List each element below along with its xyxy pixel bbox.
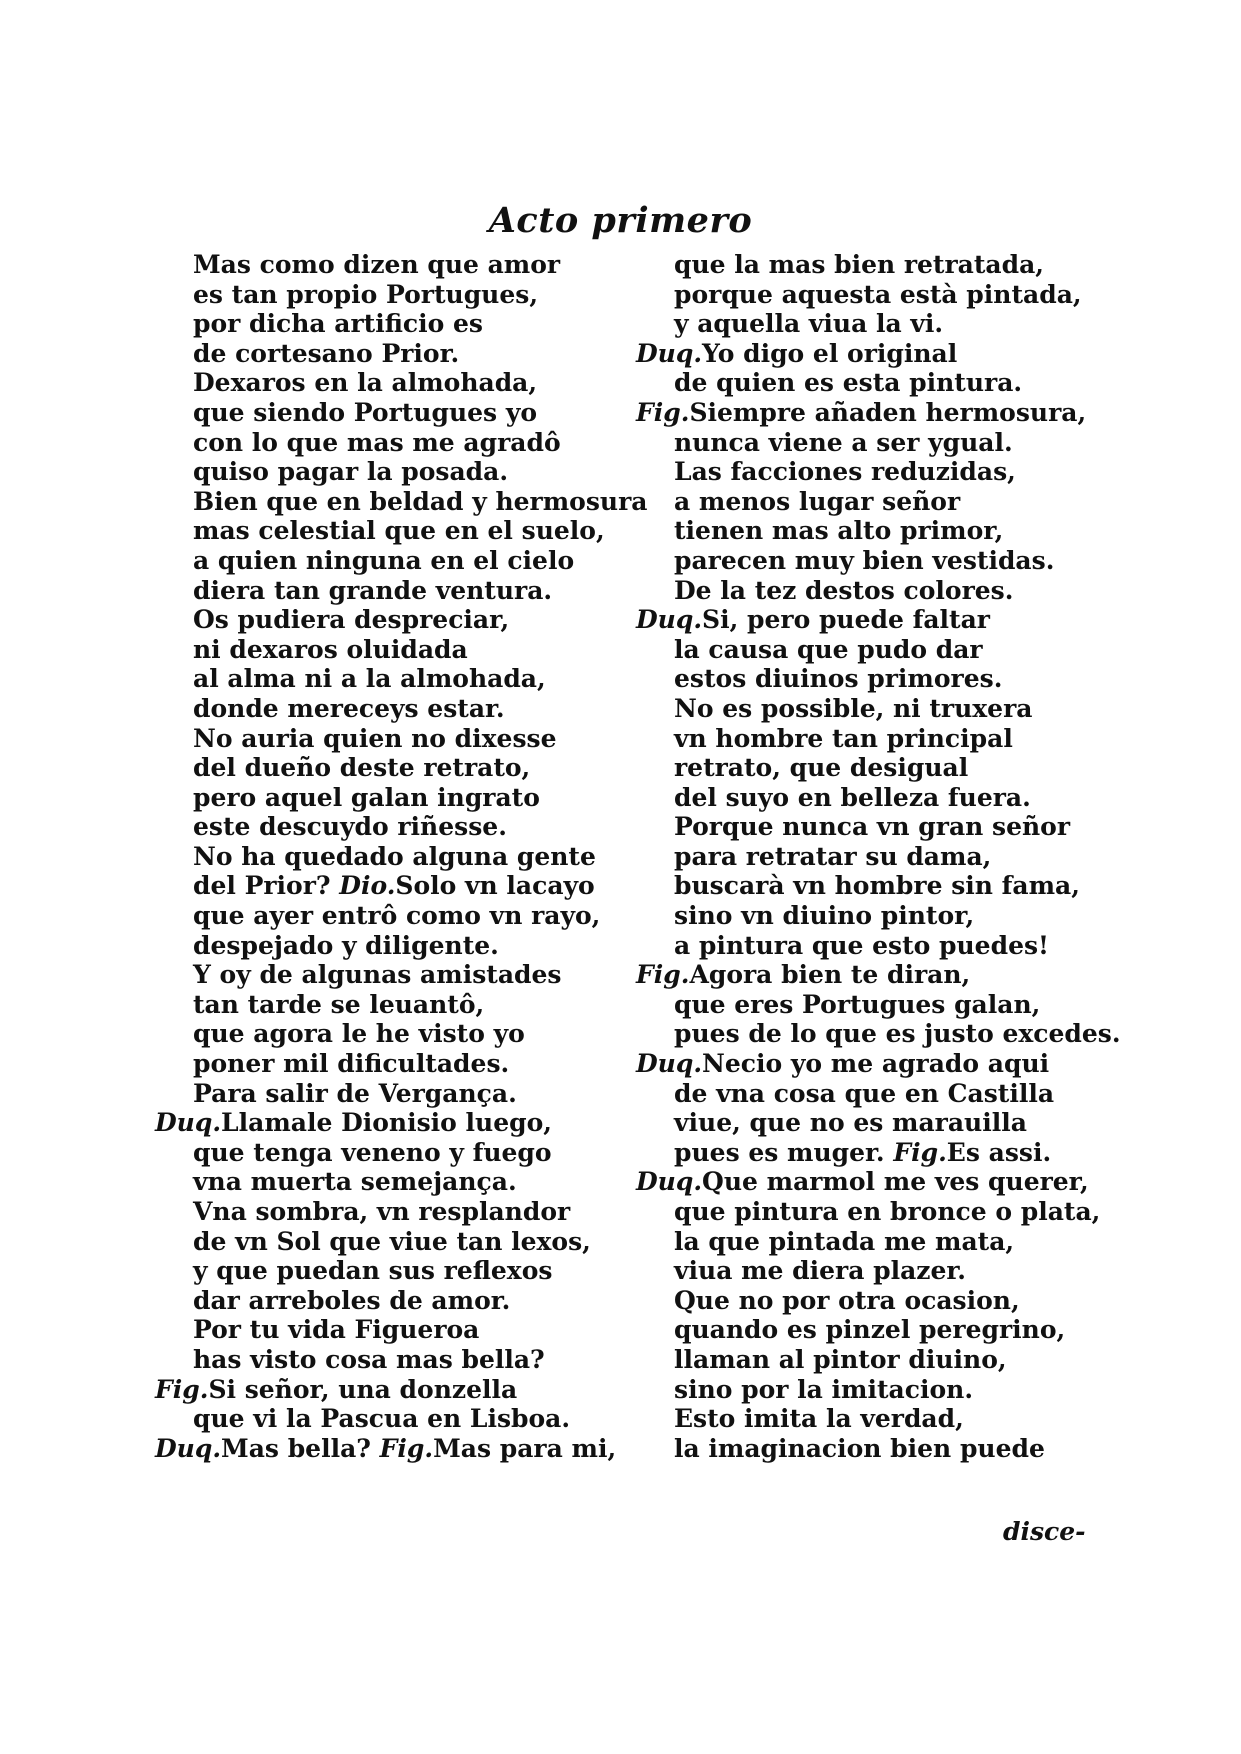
verse-text: Esto imita la verdad, [674, 1404, 964, 1434]
speaker-label: Fig. [155, 1374, 209, 1404]
verse-text: Mas bella? [221, 1433, 371, 1463]
verse-text: retrato, que desigual [674, 753, 969, 783]
verse-text: tan tarde se leuantô, [193, 989, 485, 1019]
speaker-label: Duq. [636, 1049, 703, 1079]
verse-line [155, 1286, 615, 1316]
verse-line [636, 309, 1076, 339]
verse-line [636, 753, 1076, 783]
verse-text: que tenga veneno y fuego [193, 1137, 552, 1167]
verse-text: Necio yo me agrado aqui [702, 1049, 1050, 1079]
verse-text: No auria quien no dixesse [193, 723, 557, 753]
verse-line [636, 457, 1076, 487]
catchword: disce- [1003, 1517, 1086, 1546]
verse-text: viua me diera plazer. [674, 1256, 966, 1286]
verse-text: diera tan grande ventura. [193, 575, 553, 605]
verse-text: que eres Portugues galan, [674, 989, 1041, 1019]
verse-text: tienen mas alto primor, [674, 516, 1004, 546]
verse-text: No es possible, ni truxera [674, 693, 1033, 723]
verse-line [155, 486, 648, 517]
verse-text: Que no por otra ocasion, [674, 1285, 1020, 1315]
verse-line [636, 1256, 1076, 1286]
verse-text: De la tez destos colores. [674, 575, 1014, 605]
verse-text: Por tu vida Figueroa [193, 1315, 480, 1345]
verse-text: Mas para mi, [433, 1433, 617, 1463]
verse-line [155, 1375, 615, 1405]
verse-text: mas celestial que en el suelo, [193, 516, 605, 546]
verse-text: Llamale Dionisio luego, [221, 1108, 552, 1138]
verse-text: a pintura que esto puedes! [674, 930, 1050, 960]
verse-text: Dexaros en la almohada, [193, 368, 538, 398]
verse-text: Es assi. [946, 1137, 1052, 1167]
verse-line [155, 1138, 615, 1168]
verse-text: que agora le he visto yo [193, 1019, 525, 1049]
verse-line [155, 635, 615, 665]
verse-line [155, 339, 615, 369]
verse-line [636, 901, 1076, 931]
verse-line [636, 279, 1082, 310]
verse-text: Y oy de algunas amistades [193, 960, 562, 990]
speaker-label: Duq. [636, 1167, 703, 1197]
verse-line [155, 694, 615, 724]
verse-line [636, 871, 1080, 901]
verse-line [636, 1375, 1076, 1405]
verse-line [155, 1404, 615, 1434]
speaker-label: Duq. [155, 1108, 222, 1138]
verse-line [636, 516, 1076, 546]
verse-line [155, 1108, 615, 1138]
verse-text: porque aquesta està pintada, [674, 279, 1082, 309]
verse-line [636, 1108, 1076, 1138]
verse-text: por dicha artificio es [193, 309, 483, 339]
verse-text: donde mereceys estar. [193, 693, 505, 723]
verse-text: vna muerta semejança. [193, 1167, 517, 1197]
verse-text: y que puedan sus reflexos [193, 1256, 553, 1286]
verse-line [155, 1227, 615, 1257]
verse-line [636, 546, 1076, 576]
verse-text: Si señor, una donzella [208, 1374, 518, 1404]
verse-text: la causa que pudo dar [674, 634, 983, 664]
verse-text: sino vn diuino pintor, [674, 901, 975, 931]
verse-text: pues es muger. [674, 1137, 885, 1167]
verse-text: viue, que no es marauilla [674, 1108, 1027, 1138]
verse-line [155, 398, 615, 428]
verse-line [155, 516, 615, 546]
verse-text: que pintura en bronce o plata, [674, 1197, 1101, 1226]
verse-text: sino por la imitacion. [674, 1374, 974, 1404]
verse-text: Mas como dizen que amor [193, 250, 561, 279]
verse-text: ni dexaros oluidada [193, 634, 468, 664]
verse-text: Para salir de Vergança. [193, 1078, 517, 1108]
verse-line [636, 960, 1076, 990]
verse-text: llaman al pintor diuino, [674, 1344, 1007, 1374]
verse-line [155, 280, 615, 310]
verse-line [155, 871, 615, 901]
verse-text: parecen muy bien vestidas. [674, 545, 1055, 575]
verse-text: la imaginacion bien puede [674, 1433, 1045, 1463]
verse-text: al alma ni a la almohada, [193, 664, 546, 694]
speaker-label: Duq. [636, 605, 703, 635]
verse-text: Las facciones reduzidas, [674, 457, 1016, 487]
verse-text: buscarà vn hombre sin fama, [674, 871, 1080, 901]
verse-text: quiso pagar la posada. [193, 457, 509, 487]
verse-text: Siempre añaden hermosura, [689, 397, 1087, 427]
verse-line [636, 1315, 1076, 1345]
verse-text: quando es pinzel peregrino, [674, 1315, 1066, 1345]
speaker-label: Fig. [893, 1137, 947, 1167]
verse-line [155, 960, 615, 990]
verse-text: has visto cosa mas bella? [193, 1344, 545, 1374]
verse-line [636, 1079, 1076, 1109]
verse-line [636, 1049, 1076, 1079]
verse-text: de quien es esta pintura. [674, 368, 1023, 398]
verse-line [155, 605, 615, 635]
left-column [155, 250, 648, 1463]
verse-text: y aquella viua la vi. [674, 309, 944, 339]
speaker-label: Dio. [339, 871, 396, 901]
verse-line [155, 1019, 615, 1049]
verse-text: de vn Sol que viue tan lexos, [193, 1226, 591, 1256]
verse-line [636, 1197, 1101, 1227]
verse-line [636, 1345, 1076, 1375]
verse-line [636, 605, 1076, 635]
verse-line [636, 842, 1076, 872]
verse-line [155, 1345, 615, 1375]
verse-line [636, 931, 1076, 961]
verse-line [636, 1404, 1076, 1434]
speaker-label: Fig. [636, 397, 690, 427]
verse-text: despejado y diligente. [193, 930, 499, 960]
verse-line [636, 664, 1076, 694]
verse-line [636, 487, 1076, 517]
verse-line [636, 397, 1087, 428]
verse-text: de vna cosa que en Castilla [674, 1078, 1055, 1108]
verse-text: que siendo Portugues yo [193, 397, 538, 427]
verse-text: que ayer entrô como vn rayo, [193, 901, 601, 931]
verse-line [636, 576, 1076, 606]
verse-line [636, 812, 1076, 842]
verse-text: pero aquel galan ingrato [193, 782, 540, 812]
verse-text: la que pintada me mata, [674, 1226, 1015, 1256]
verse-line [155, 783, 615, 813]
verse-line [155, 990, 615, 1020]
verse-text: Os pudiera despreciar, [193, 605, 510, 635]
verse-line [155, 250, 615, 280]
verse-line [636, 368, 1076, 398]
verse-line [636, 1138, 1076, 1168]
verse-line [636, 990, 1076, 1020]
verse-text: Yo digo el original [702, 338, 958, 368]
verse-line [155, 309, 615, 339]
verse-line [155, 428, 615, 458]
running-head: Acto primero [488, 200, 753, 241]
verse-text: para retratar su dama, [674, 841, 992, 871]
verse-line [636, 339, 1076, 369]
verse-line [155, 1256, 615, 1286]
verse-line [636, 635, 1076, 665]
verse-text: de cortesano Prior. [193, 338, 460, 368]
verse-text: del Prior? [193, 871, 331, 901]
verse-text: Porque nunca vn gran señor [674, 812, 1071, 842]
verse-line [155, 931, 615, 961]
verse-line [155, 812, 615, 842]
verse-line [155, 842, 615, 872]
verse-text: estos diuinos primores. [674, 664, 1003, 694]
verse-text: a quien ninguna en el cielo [193, 545, 575, 575]
verse-line [636, 724, 1076, 754]
verse-line [155, 724, 615, 754]
verse-text: poner mil dificultades. [193, 1049, 510, 1079]
verse-text: Que marmol me ves querer, [702, 1167, 1089, 1197]
verse-text: Agora bien te diran, [689, 960, 971, 990]
verse-text: Vna sombra, vn resplandor [193, 1197, 571, 1226]
verse-line [155, 1434, 615, 1464]
speaker-label: Duq. [155, 1433, 222, 1463]
verse-line [155, 457, 615, 487]
verse-line [155, 664, 615, 694]
verse-line [155, 576, 615, 606]
verse-line [636, 694, 1076, 724]
verse-line [636, 1019, 1121, 1049]
verse-text: es tan propio Portugues, [193, 279, 539, 309]
verse-line [636, 783, 1076, 813]
speaker-label: Fig. [379, 1433, 434, 1463]
verse-text: Bien que en beldad y hermosura [193, 486, 648, 516]
verse-text: a menos lugar señor [674, 486, 961, 516]
verse-text: dar arreboles de amor. [193, 1285, 511, 1315]
verse-line [155, 901, 615, 931]
verse-text: Si, pero puede faltar [702, 605, 990, 635]
verse-line [155, 753, 615, 783]
verse-text: nunca viene a ser ygual. [674, 427, 1013, 457]
verse-line [636, 250, 1076, 280]
speaker-label: Duq. [636, 338, 703, 368]
verse-line [155, 1167, 615, 1197]
verse-line [155, 546, 615, 576]
verse-text: vn hombre tan principal [674, 723, 1013, 753]
verse-line [636, 1434, 1076, 1464]
speaker-label: Fig. [636, 960, 690, 990]
verse-line [155, 368, 615, 398]
verse-text: con lo que mas me agradô [193, 427, 561, 457]
verse-text: pues de lo que es justo excedes. [674, 1019, 1121, 1049]
verse-line [155, 1079, 615, 1109]
verse-line [155, 1049, 615, 1079]
verse-text: del suyo en belleza fuera. [674, 782, 1031, 812]
verse-line [636, 1227, 1076, 1257]
verse-line [636, 1286, 1076, 1316]
verse-text: que vi la Pascua en Lisboa. [193, 1404, 571, 1434]
right-column [636, 250, 1121, 1463]
verse-text: Solo vn lacayo [395, 871, 595, 901]
verse-text: este descuydo riñesse. [193, 812, 507, 842]
verse-text: del dueño deste retrato, [193, 753, 531, 783]
verse-line [155, 1197, 615, 1227]
verse-text: No ha quedado alguna gente [193, 841, 596, 871]
verse-text: que la mas bien retratada, [674, 250, 1044, 279]
verse-line [636, 428, 1076, 458]
verse-line [155, 1315, 615, 1345]
verse-line [636, 1167, 1089, 1197]
